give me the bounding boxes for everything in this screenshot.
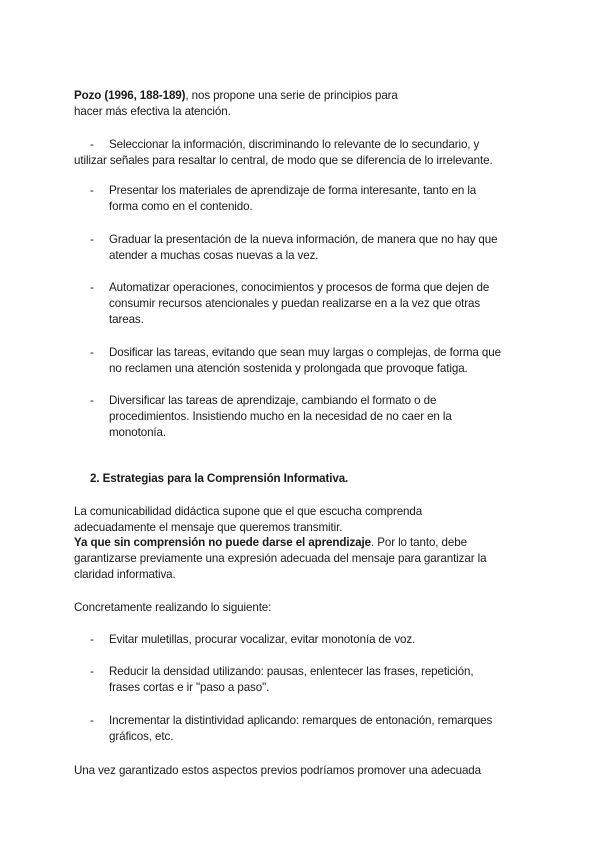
bullet-2-line-1: Presentar los materiales de aprendizaje de forma interesante, tanto en la	[109, 184, 477, 197]
paragraph-3: Concretamente realizando lo siguiente:	[74, 601, 272, 614]
bullet-7-line-1: Evitar muletillas, procurar vocalizar, evitar monotonía de voz.	[109, 633, 416, 646]
bullet-marker: -	[90, 281, 94, 294]
paragraph-2-line-3: claridad informativa.	[74, 568, 176, 581]
bullet-1-line-1: Seleccionar la información, discriminando lo relevante de lo secundario, y	[109, 138, 480, 151]
bullet-8-line-1: Reducir la densidad utilizando: pausas, enlentecer las frases, repetición,	[109, 665, 474, 678]
paragraph-2-line-1	[74, 535, 467, 551]
bullet-marker: -	[90, 714, 94, 727]
section-heading: 2. Estrategias para la Comprensión Informativa.	[90, 472, 349, 485]
bullet-1-line-2: utilizar señales para resaltar lo central, de modo que se diferencia de lo irrelevante.	[74, 154, 493, 167]
intro-line-2: hacer más efectiva la atención.	[74, 105, 231, 118]
bullet-marker: -	[90, 138, 94, 151]
bullet-9-line-2: gráficos, etc.	[109, 730, 174, 743]
bullet-marker: -	[90, 233, 94, 246]
paragraph-2-line-2: garantizarse previamente una expresión adecuada del mensaje para garantizar la	[74, 552, 487, 565]
intro-line-1-rest: , nos propone una serie de principios para	[185, 89, 398, 102]
emphasis-text: Ya que sin comprensión no puede darse el aprendizaje	[74, 536, 371, 549]
bullet-3-line-2: atender a muchas cosas nuevas a la vez.	[109, 249, 319, 262]
bullet-6-line-2: procedimientos. Insistiendo mucho en la necesidad de no caer en la	[109, 410, 452, 423]
bullet-marker: -	[90, 633, 94, 646]
bullet-marker: -	[90, 184, 94, 197]
bullet-4-line-1: Automatizar operaciones, conocimientos y procesos de forma que dejen de	[109, 281, 490, 294]
bullet-6-line-3: monotonía.	[109, 426, 167, 439]
intro-line-1	[74, 88, 398, 104]
bullet-9-line-1: Incrementar la distintividad aplicando: remarques de entonación, remarques	[109, 714, 493, 727]
bullet-3-line-1: Graduar la presentación de la nueva información, de manera que no hay que	[109, 233, 498, 246]
bullet-marker: -	[90, 346, 94, 359]
closing-line: Una vez garantizado estos aspectos previos podríamos promover una adecuada	[74, 764, 481, 777]
bullet-8-line-2: frases cortas e ir "paso a paso".	[109, 681, 270, 694]
bullet-4-line-2: consumir recursos atencionales y puedan realizarse en a la vez que otras	[109, 297, 481, 310]
intro-citation: Pozo (1996, 188-189)	[74, 89, 186, 102]
bullet-6-line-1: Diversificar las tareas de aprendizaje, cambiando el formato o de	[109, 394, 437, 407]
bullet-marker: -	[90, 665, 94, 678]
paragraph-1-line-2: adecuadamente el mensaje que queremos transmitir.	[74, 521, 343, 534]
bullet-5-line-2: no reclamen una atención sostenida y prolongada que provoque fatiga.	[109, 362, 468, 375]
paragraph-2-rest: . Por lo tanto, debe	[370, 536, 467, 549]
bullet-4-line-3: tareas.	[109, 313, 144, 326]
bullet-marker: -	[90, 394, 94, 407]
bullet-2-line-2: forma como en el contenido.	[109, 200, 253, 213]
bullet-5-line-1: Dosificar las tareas, evitando que sean muy largas o complejas, de forma que	[109, 346, 501, 359]
paragraph-1-line-1: La comunicabilidad didáctica supone que el que escucha comprenda	[74, 505, 423, 518]
